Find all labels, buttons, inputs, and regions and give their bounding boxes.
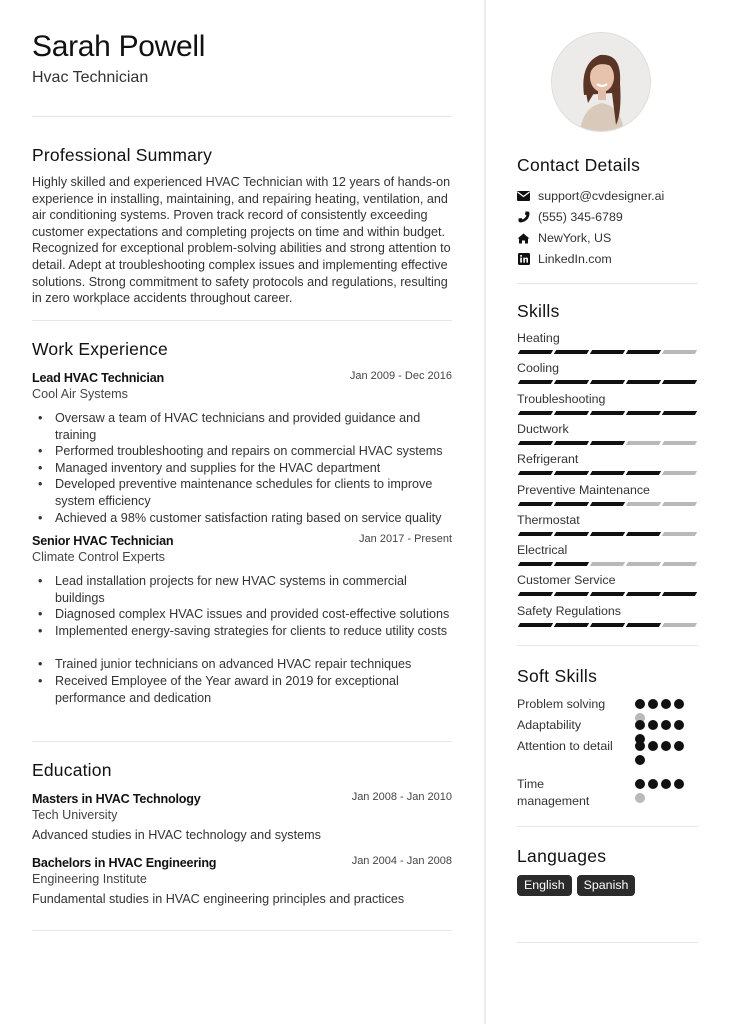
skill-name: Safety Regulations (517, 603, 622, 618)
rating-dot (648, 741, 658, 751)
skill-bar-segment (662, 411, 697, 415)
profile-photo-icon (552, 33, 651, 132)
skill-bar-segment (662, 532, 697, 536)
skill-bar-segment (662, 471, 697, 475)
skill-name: Troubleshooting (517, 391, 606, 406)
contact-location (517, 230, 611, 246)
skill-name: Refrigerant (517, 452, 579, 467)
contact-phone[interactable] (517, 209, 623, 225)
skill-bar-segment (554, 471, 589, 475)
skill-bar-segment (590, 380, 625, 384)
skill-bar-segment (662, 623, 697, 627)
rating-dot (648, 779, 658, 789)
skill-bar-segment (626, 471, 661, 475)
rating-dot (648, 720, 658, 730)
job-bullets (32, 573, 452, 706)
skill-bar-segment (662, 502, 697, 506)
skill-bar-segment (626, 502, 661, 506)
rating-dot (635, 720, 645, 730)
skill-bar-segment (554, 411, 589, 415)
skill-bar-segment (662, 441, 697, 445)
rating-dot (648, 699, 658, 709)
languages-list (517, 875, 635, 896)
bullet-item: • Developed preventive maintenance schedules for clients to improve system efficiency (32, 476, 452, 509)
skill-bar-segment (590, 441, 625, 445)
skill-level-bar (517, 350, 698, 354)
job-role: Senior HVAC Technician (32, 534, 174, 548)
rating-dot (635, 779, 645, 789)
soft-skill-rating (635, 779, 687, 803)
education-dates: Jan 2004 - Jan 2008 (351, 855, 452, 867)
contact-value: (555) 345-6789 (538, 210, 623, 224)
soft-skill-name: Time management (517, 777, 590, 808)
skill-bar-segment (662, 592, 697, 596)
school: Tech University (32, 808, 118, 822)
skill-level-bar (517, 592, 698, 596)
skill-item (517, 483, 698, 506)
skill-bar-segment (518, 532, 553, 536)
skill-level-bar (517, 441, 698, 445)
skill-level-bar (517, 380, 698, 384)
rating-dot (674, 741, 684, 751)
skill-bar-segment (590, 623, 625, 627)
skill-bar-segment (554, 502, 589, 506)
job-bullets (32, 410, 452, 526)
education-description: Fundamental studies in HVAC engineering principles and practices (32, 892, 405, 906)
skill-bar-segment (518, 380, 553, 384)
skill-bar-segment (590, 411, 625, 415)
skill-bar-segment (554, 380, 589, 384)
skill-level-bar (517, 471, 698, 475)
divider (32, 320, 452, 321)
contact-value: support@cvdesigner.ai (538, 189, 665, 203)
candidate-title: Hvac Technician (32, 69, 149, 86)
skill-name: Cooling (517, 361, 560, 376)
skill-bar-segment (590, 532, 625, 536)
skill-bar-segment (590, 350, 625, 354)
skill-item (517, 422, 698, 445)
skill-bar-segment (590, 471, 625, 475)
skill-item (517, 513, 698, 536)
skill-level-bar (517, 532, 698, 536)
skill-bar-segment (554, 350, 589, 354)
skill-bar-segment (554, 562, 589, 566)
skill-bar-segment (518, 350, 553, 354)
school: Engineering Institute (32, 872, 147, 886)
soft-skills-heading: Soft Skills (517, 666, 598, 686)
soft-skill-name: Adaptability (517, 718, 582, 732)
bullet-item: • Achieved a 98% customer satisfaction rating based on service quality (32, 510, 452, 527)
job-company: Climate Control Experts (32, 550, 165, 564)
summary-heading: Professional Summary (32, 145, 213, 165)
rating-dot (661, 720, 671, 730)
column-divider (484, 0, 486, 1024)
job-dates: Jan 2009 - Dec 2016 (349, 370, 452, 382)
rating-dot (661, 741, 671, 751)
bullet-item: • Trained junior technicians on advanced HVAC repair techniques (32, 656, 452, 673)
skill-bar-segment (518, 623, 553, 627)
bullet-item: • Received Employee of the Year award in 2019 for exceptional performance and dedication (32, 673, 452, 706)
rating-dot (674, 720, 684, 730)
skill-bar-segment (518, 502, 553, 506)
skill-name: Customer Service (517, 573, 616, 588)
education-description: Advanced studies in HVAC technology and systems (32, 828, 321, 842)
language-badge: English (517, 875, 572, 896)
skill-bar-segment (554, 441, 589, 445)
rating-dot (674, 779, 684, 789)
skill-name: Ductwork (517, 421, 569, 436)
skill-level-bar (517, 562, 698, 566)
bullet-item: • Oversaw a team of HVAC technicians and provided guidance and training (32, 410, 452, 443)
degree: Masters in HVAC Technology (32, 792, 201, 806)
envelope-icon (517, 190, 530, 203)
contact-value: NewYork, US (538, 231, 612, 245)
skill-bar-segment (590, 502, 625, 506)
divider (32, 116, 452, 117)
linkedin-icon (517, 253, 530, 266)
skill-item (517, 392, 698, 415)
skill-bar-segment (518, 562, 553, 566)
job-company: Cool Air Systems (32, 387, 128, 401)
skill-bar-segment (554, 532, 589, 536)
skill-bar-segment (518, 471, 553, 475)
education-entry (32, 854, 452, 906)
rating-dot (635, 755, 645, 765)
skill-item (517, 331, 698, 354)
skill-level-bar (517, 411, 698, 415)
contact-value: LinkedIn.com (538, 252, 612, 266)
skill-level-bar (517, 502, 698, 506)
rating-dot (635, 699, 645, 709)
skill-bar-segment (626, 623, 661, 627)
bullet-item: • Diagnosed complex HVAC issues and provided cost-effective solutions (32, 606, 452, 623)
skill-bar-segment (626, 592, 661, 596)
summary-text: Highly skilled and experienced HVAC Technician with 12 years of hands-on experience in installing, maintaining, and repairing heating, ventilation, and air conditioning systems. Proven track record of consistently exceeding customer expectations and completing projects on time and within budget. Recognized for exceptional problem-solving abilities and strong attention to detail. Adept at troubleshooting complex issues and implementing effective solutions. Strong commitment to safety protocols and regulations, resulting in zero workplace accidents throughout career. (32, 175, 451, 306)
divider (32, 741, 452, 742)
skill-item (517, 604, 698, 627)
languages-heading: Languages (517, 846, 607, 866)
skill-item (517, 543, 698, 566)
contact-linkedin[interactable] (517, 251, 612, 267)
bullet-item: • Implemented energy-saving strategies for clients to reduce utility costs (32, 623, 452, 640)
job-role: Lead HVAC Technician (32, 371, 164, 385)
contact-heading: Contact Details (517, 155, 641, 175)
skill-item (517, 361, 698, 384)
skill-bar-segment (662, 350, 697, 354)
job-dates: Jan 2017 - Present (359, 533, 452, 545)
experience-entry (32, 532, 452, 706)
skill-bar-segment (626, 380, 661, 384)
skill-bar-segment (518, 592, 553, 596)
skill-bar-segment (554, 623, 589, 627)
education-dates: Jan 2008 - Jan 2010 (351, 791, 452, 803)
experience-entry (32, 369, 452, 526)
phone-icon (517, 211, 530, 224)
soft-skill-name: Problem solving (517, 697, 606, 711)
bullet-item: • Managed inventory and supplies for the HVAC department (32, 460, 452, 477)
soft-skill-rating (635, 741, 687, 765)
skill-bar-segment (662, 562, 697, 566)
candidate-name: Sarah Powell (32, 30, 206, 63)
skill-name: Thermostat (517, 512, 580, 527)
divider (517, 283, 698, 284)
skills-heading: Skills (517, 301, 560, 321)
contact-email[interactable] (517, 188, 664, 204)
divider (517, 645, 698, 646)
skill-bar-segment (590, 592, 625, 596)
skill-bar-segment (626, 532, 661, 536)
rating-dot (635, 741, 645, 751)
skill-item (517, 452, 698, 475)
skill-bar-segment (626, 411, 661, 415)
skill-level-bar (517, 623, 698, 627)
language-badge: Spanish (577, 875, 636, 896)
home-icon (517, 232, 530, 245)
rating-dot (635, 793, 645, 803)
experience-heading: Work Experience (32, 339, 168, 359)
rating-dot (661, 779, 671, 789)
skill-name: Heating (517, 331, 560, 345)
education-entry (32, 790, 452, 842)
skill-bar-segment (626, 441, 661, 445)
skill-item (517, 573, 698, 596)
skill-bar-segment (554, 592, 589, 596)
rating-dot (661, 699, 671, 709)
avatar (551, 32, 651, 132)
divider (517, 942, 698, 943)
skill-name: Electrical (517, 543, 568, 558)
bullet-item: • Performed troubleshooting and repairs on commercial HVAC systems (32, 443, 452, 460)
divider (517, 826, 698, 827)
skill-bar-segment (662, 380, 697, 384)
degree: Bachelors in HVAC Engineering (32, 856, 217, 870)
skill-bar-segment (590, 562, 625, 566)
education-heading: Education (32, 760, 112, 780)
skill-bar-segment (518, 441, 553, 445)
soft-skill-name: Attention to detail (517, 739, 613, 753)
skill-bar-segment (518, 411, 553, 415)
skill-name: Preventive Maintenance (517, 482, 650, 497)
divider (32, 930, 452, 931)
rating-dot (674, 699, 684, 709)
skill-bar-segment (626, 350, 661, 354)
bullet-item: • Lead installation projects for new HVAC systems in commercial buildings (32, 573, 452, 606)
skill-bar-segment (626, 562, 661, 566)
